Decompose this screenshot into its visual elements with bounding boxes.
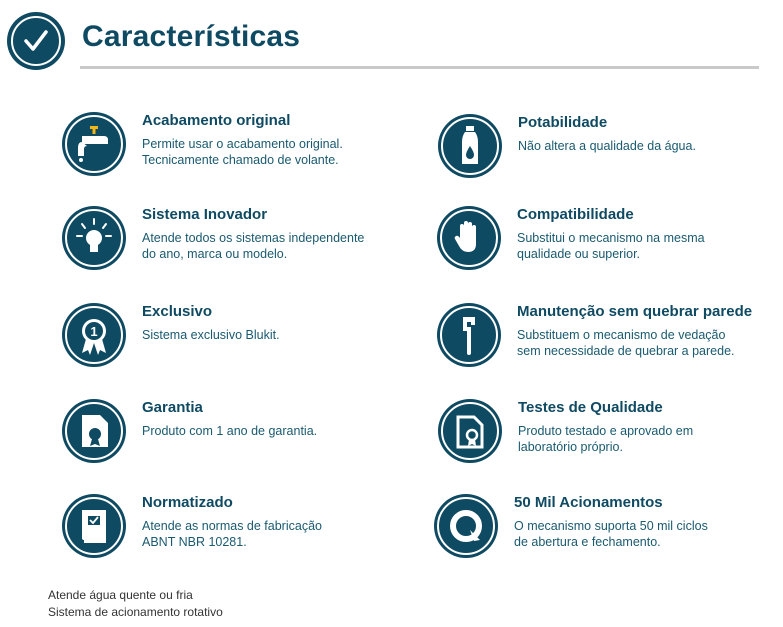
quality-test-icon xyxy=(438,399,502,463)
feature-title: Sistema Inovador xyxy=(142,206,268,223)
standards-book-icon xyxy=(62,494,126,558)
feature-description: Sistema exclusivo Blukit. xyxy=(142,328,280,342)
feature-title: Manutenção sem quebrar parede xyxy=(517,303,753,320)
feature-description: Produto com 1 ano de garantia. xyxy=(142,424,318,438)
feature-title: 50 Mil Acionamentos xyxy=(514,494,663,511)
certificate-icon xyxy=(62,399,126,463)
feature-description: Atende todos os sistemas independente do ano, marca ou modelo. xyxy=(142,231,365,261)
hand-icon xyxy=(437,206,501,270)
feature-title: Garantia xyxy=(142,399,203,416)
feature-description: Substitui o mecanismo na mesma qualidade ou superior. xyxy=(517,231,705,261)
faucet-icon xyxy=(62,112,126,176)
page-title: Características xyxy=(82,20,301,53)
check-badge xyxy=(7,12,65,70)
feature-description: Substituem o mecanismo de vedação sem necessidade de quebrar a parede. xyxy=(517,328,735,358)
footer-note: Atende água quente ou fria xyxy=(48,588,193,602)
wrench-icon xyxy=(437,303,501,367)
feature-description: O mecanismo suporta 50 mil ciclos de abertura e fechamento. xyxy=(514,519,708,549)
svg-text:1: 1 xyxy=(90,324,98,339)
lightbulb-icon xyxy=(62,206,126,270)
feature-title: Potabilidade xyxy=(518,114,608,131)
feature-description: Produto testado e aprovado em laboratório próprio. xyxy=(518,424,694,454)
feature-title: Normatizado xyxy=(142,494,233,511)
feature-title: Exclusivo xyxy=(142,303,213,320)
medal-icon xyxy=(62,303,126,367)
feature-title: Acabamento original xyxy=(142,112,291,129)
title-divider xyxy=(80,66,759,69)
feature-title: Testes de Qualidade xyxy=(518,399,663,416)
feature-description: Atende as normas de fabricação ABNT NBR 10281. xyxy=(142,519,322,549)
feature-title: Compatibilidade xyxy=(517,206,634,223)
feature-description: Permite usar o acabamento original. Tecnicamente chamado de volante. xyxy=(142,137,343,167)
footer-note: Sistema de acionamento rotativo xyxy=(48,605,223,619)
feature-description: Não altera a qualidade da água. xyxy=(518,139,696,153)
rotation-icon xyxy=(434,494,498,558)
water-bottle-icon xyxy=(438,114,502,178)
